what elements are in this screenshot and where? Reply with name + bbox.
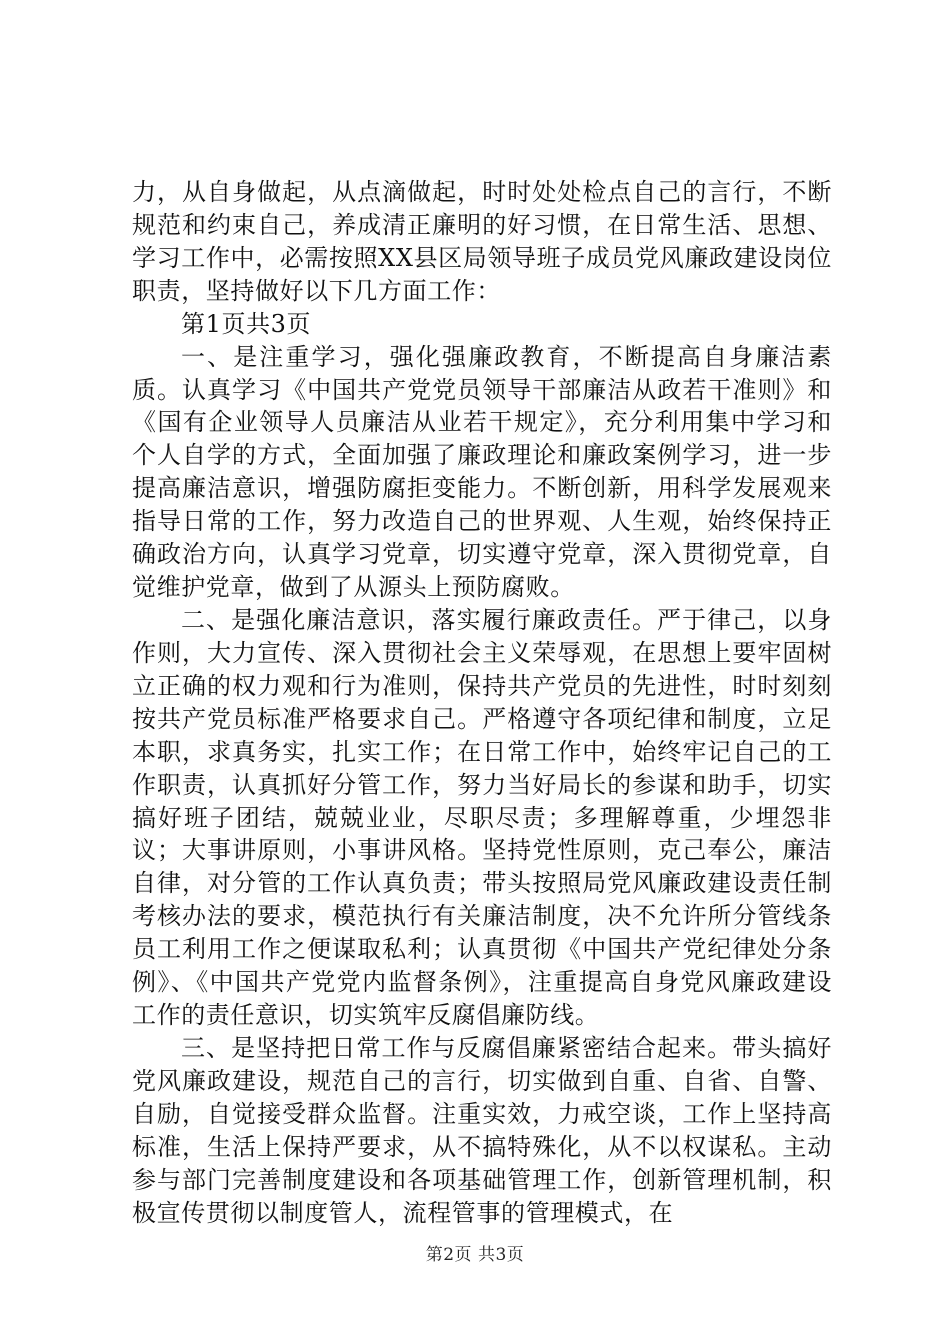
paragraph-1: 力，从自身做起，从点滴做起，时时处处检点自己的言行，不断规范和约束自己，养成清正廉明的好习惯，在日常生活、思想、学习工作中，必需按照XX县区局领导班子成员党风廉政建设岗位职责，坚持做好以下几方面工作：	[132, 178, 832, 305]
paragraph-section-three: 三、是坚持把日常工作与反腐倡廉紧密结合起来。带头搞好党风廉政建设，规范自己的言行，切实做到自重、自省、自警、自励，自觉接受群众监督。注重实效，力戒空谈，工作上坚持高标准，生活上保持严要求，从不搞特殊化，从不以权谋私。主动参与部门完善制度建设和各项基础管理工作，创新管理机制，积极宣传贯彻以制度管人，流程管事的管理模式，在	[132, 1033, 832, 1227]
body-text	[132, 176, 832, 1230]
paragraph-section-one: 一、是注重学习，强化强廉政教育，不断提高自身廉洁素质。认真学习《中国共产党党员领导干部廉洁从政若干准则》和《国有企业领导人员廉洁从业若干规定》，充分利用集中学习和个人自学的方式，全面加强了廉政理论和廉政案例学习，进一步提高廉洁意识，增强防腐拒变能力。不断创新，用科学发展观来指导日常的工作，努力改造自己的世界观、人生观，始终保持正确政治方向，认真学习党章，切实遵守党章，深入贯彻党章，自觉维护党章，做到了从源头上预防腐败。	[132, 342, 832, 602]
page-footer: 第2页 共3页	[425, 1245, 525, 1265]
inline-page-marker: 第1页共3页	[181, 309, 312, 338]
paragraph-section-two: 二、是强化廉洁意识，落实履行廉政责任。严于律己，以身作则，大力宣传、深入贯彻社会主义荣辱观，在思想上要牢固树立正确的权力观和行为准则，保持共产党员的先进性，时时刻刻按共产党员标准严格要求自己。严格遵守各项纪律和制度，立足本职，求真务实，扎实工作；在日常工作中，始终牢记自己的工作职责，认真抓好分管工作，努力当好局长的参谋和助手，切实搞好班子团结，兢兢业业，尽职尽责；多理解尊重，少埋怨非议；大事讲原则，小事讲风格。坚持党性原则，克己奉公，廉洁自律，对分管的工作认真负责；带头按照局党风廉政建设责任制考核办法的要求，模范执行有关廉洁制度，决不允许所分管线条员工利用工作之便谋取私利；认真贯彻《中国共产党纪律处分条例》、《中国共产党党内监督条例》，注重提高自身党风廉政建设工作的责任意识，切实筑牢反腐倡廉防线。	[132, 605, 832, 1030]
